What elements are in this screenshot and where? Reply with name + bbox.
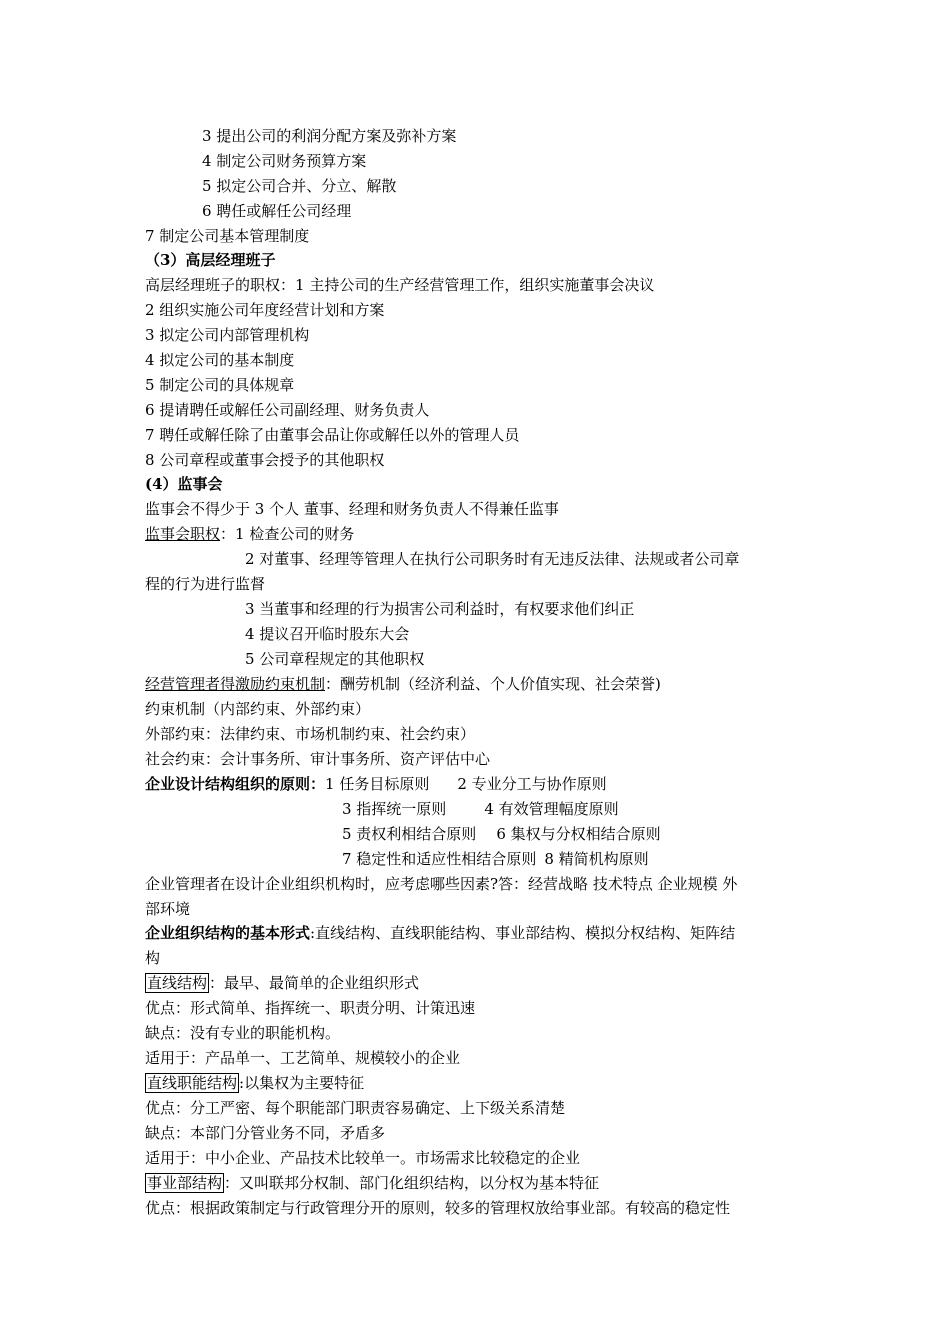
text-line bbox=[145, 524, 354, 544]
text-span: 6 集权与分权相结合原则 bbox=[496, 825, 661, 843]
text-span: 4 有效管理幅度原则 bbox=[484, 800, 619, 818]
text-line: 约束机制（内部约束、外部约束） bbox=[145, 700, 371, 718]
text-line bbox=[145, 774, 607, 794]
text-span: ：1 检查公司的财务 bbox=[220, 525, 355, 543]
text-line: 6 提请聘任或解任公司副经理、财务负责人 bbox=[145, 401, 430, 419]
text-span: 1 任务目标原则 bbox=[325, 775, 430, 793]
text-line bbox=[342, 799, 619, 819]
text-line: 5 制定公司的具体规章 bbox=[145, 376, 295, 394]
text-line: 2 对董事、经理等管理人在执行公司职务时有无违反法律、法规或者公司章 bbox=[245, 550, 740, 568]
text-line: 外部约束：法律约束、市场机制约束、社会约束） bbox=[145, 725, 476, 743]
text-line: 3 当董事和经理的行为损害公司利益时，有权要求他们纠正 bbox=[245, 600, 635, 618]
text-line: 6 聘任或解任公司经理 bbox=[202, 202, 352, 220]
text-line: 高层经理班子的职权：1 主持公司的生产经营管理工作，组织实施董事会决议 bbox=[145, 276, 655, 294]
text-line: 适用于：产品单一、工艺简单、规模较小的企业 bbox=[145, 1049, 461, 1067]
text-line: 4 制定公司财务预算方案 bbox=[202, 152, 367, 170]
text-span: ：最早、最简单的企业组织形式 bbox=[209, 974, 420, 992]
text-line: 缺点：没有专业的职能机构。 bbox=[145, 1024, 341, 1042]
underlined-term: 经营管理者得激励约束机制 bbox=[145, 675, 326, 693]
text-line: 7 制定公司基本管理制度 bbox=[145, 227, 310, 245]
text-span: 3 指挥统一原则 bbox=[342, 800, 447, 818]
text-line: 企业管理者在设计企业组织机构时，应考虑哪些因素?答：经营战略 技术特点 企业规模 外 bbox=[145, 875, 738, 893]
text-line: 构 bbox=[145, 949, 161, 967]
text-line: 4 拟定公司的基本制度 bbox=[145, 351, 295, 369]
text-line: 部环境 bbox=[145, 900, 191, 918]
text-line: 5 公司章程规定的其他职权 bbox=[245, 650, 425, 668]
text-line: 优点：形式简单、指挥统一、职责分明、计策迅速 bbox=[145, 999, 476, 1017]
text-line bbox=[342, 849, 649, 869]
boxed-term: 直线职能结构 bbox=[147, 1074, 238, 1092]
text-line: 适用于：中小企业、产品技术比较单一。市场需求比较稳定的企业 bbox=[145, 1149, 581, 1167]
text-line: 优点：根据政策制定与行政管理分开的原则，较多的管理权放给事业部。有较高的稳定性 bbox=[145, 1199, 731, 1217]
text-line: 缺点：本部门分管业务不同，矛盾多 bbox=[145, 1124, 386, 1142]
text-line: 4 提议召开临时股东大会 bbox=[245, 625, 410, 643]
text-span: :直线结构、直线职能结构、事业部结构、模拟分权结构、矩阵结 bbox=[310, 924, 736, 942]
text-span: ：酬劳机制（经济利益、个人价值实现、社会荣誉) bbox=[325, 675, 661, 693]
text-line: 8 公司章程或董事会授予的其他职权 bbox=[145, 451, 385, 469]
boxed-term: 直线结构 bbox=[147, 974, 208, 992]
text-line bbox=[145, 1073, 364, 1093]
text-line bbox=[145, 973, 419, 993]
text-line: 社会约束：会计事务所、审计事务所、资产评估中心 bbox=[145, 750, 491, 768]
text-line: 优点：分工严密、每个职能部门职责容易确定、上下级关系清楚 bbox=[145, 1099, 566, 1117]
text-line bbox=[342, 824, 661, 844]
text-span: 2 专业分工与协作原则 bbox=[457, 775, 607, 793]
text-line bbox=[145, 674, 661, 694]
text-line bbox=[145, 923, 735, 943]
text-line bbox=[145, 1173, 599, 1193]
underlined-term: 监事会职权 bbox=[145, 525, 221, 543]
text-line: 3 提出公司的利润分配方案及弥补方案 bbox=[202, 127, 457, 145]
text-line: 程的行为进行监督 bbox=[145, 575, 266, 593]
boxed-term: 事业部结构 bbox=[147, 1174, 223, 1192]
section-heading: （3）高层经理班子 bbox=[145, 251, 276, 269]
text-line: 2 组织实施公司年度经营计划和方案 bbox=[145, 301, 385, 319]
bold-term: 企业组织结构的基本形式 bbox=[145, 924, 311, 942]
text-span: :以集权为主要特征 bbox=[239, 1074, 365, 1092]
text-span: ：又叫联邦分权制、部门化组织结构，以分权为基本特征 bbox=[224, 1174, 600, 1192]
text-span: 5 责权利相结合原则 bbox=[342, 825, 477, 843]
text-line: 3 拟定公司内部管理机构 bbox=[145, 326, 310, 344]
section-heading: (4）监事会 bbox=[145, 475, 223, 493]
text-line: 7 聘任或解任除了由董事会品让你或解任以外的管理人员 bbox=[145, 426, 520, 444]
text-span: 8 精简机构原则 bbox=[544, 850, 649, 868]
text-line: 5 拟定公司合并、分立、解散 bbox=[202, 177, 397, 195]
bold-term: 企业设计结构组织的原则： bbox=[145, 775, 326, 793]
text-span: 7 稳定性和适应性相结合原则 bbox=[342, 850, 537, 868]
text-line: 监事会不得少于 3 个人 董事、经理和财务负责人不得兼任监事 bbox=[145, 500, 559, 518]
